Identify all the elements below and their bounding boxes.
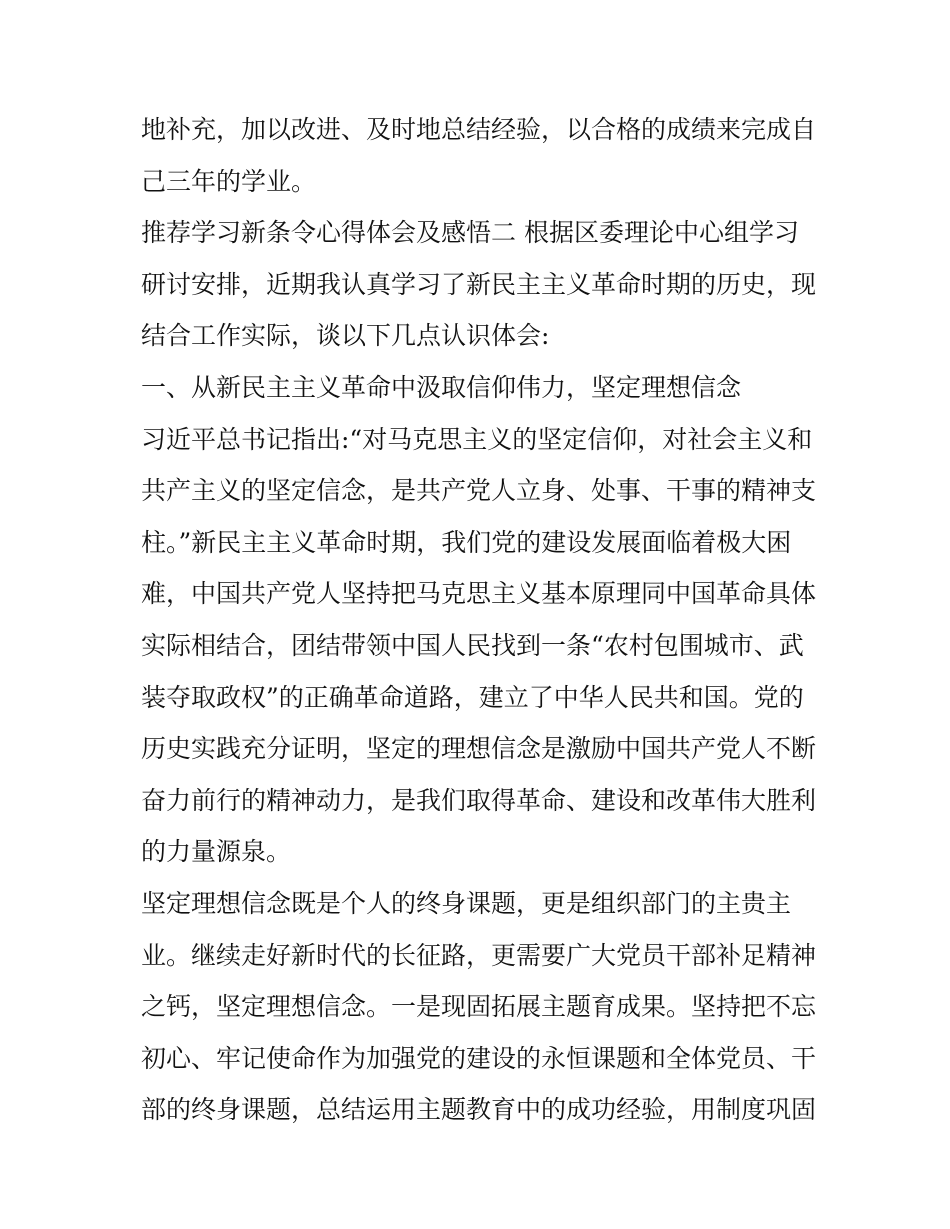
text-line: 实际相结合，团结带领中国人民找到一条“农村包围城市、武: [141, 630, 804, 660]
text-line: 装夺取政权”的正确革命道路，建立了中华人民共和国。党的: [141, 682, 804, 712]
text-line: 的力量源泉。: [141, 837, 292, 867]
text-line: 奋力前行的精神动力，是我们取得革命、建设和改革伟大胜利: [141, 785, 817, 815]
text-line: 习近平总书记指出:“对马克思主义的坚定信仰，对社会主义和: [141, 424, 813, 454]
text-line: 历史实践充分证明，坚定的理想信念是激励中国共产党人不断: [141, 734, 817, 764]
text-line: 之钙，坚定理想信念。一是现固拓展主题育成果。坚持把不忘: [141, 992, 817, 1022]
text-line: 难，中国共产党人坚持把马克思主义基本原理同中国革命具体: [141, 579, 817, 609]
text-line: 共产主义的坚定信念，是共产党人立身、处事、干事的精神支: [141, 476, 817, 506]
text-line: 结合工作实际，谈以下几点认识体会:: [141, 321, 550, 351]
document-body: [141, 104, 821, 1136]
section-heading: 一、从新民主主义革命中汲取信仰伟力，坚定理想信念: [141, 372, 742, 402]
text-line: 业。继续走好新时代的长征路，更需要广大党员干部补足精神: [141, 940, 817, 970]
text-line: 研讨安排，近期我认真学习了新民主主义革命时期的历史，现: [141, 269, 817, 299]
text-line: 初心、牢记使命作为加强党的建设的永恒课题和全体党员、干: [141, 1043, 817, 1073]
text-line: 己三年的学业。: [141, 166, 317, 196]
text-line: 部的终身课题，总结运用主题教育中的成功经验，用制度巩固: [141, 1095, 817, 1125]
text-line: 柱。”新民主主义革命时期，我们党的建设发展面临着极大困: [141, 527, 792, 557]
text-line: 坚定理想信念既是个人的终身课题，更是组织部门的主贵主: [141, 888, 792, 918]
text-line: 地补充，加以改进、及时地总结经验，以合格的成绩来完成自: [141, 115, 817, 144]
text-line: 推荐学习新条令心得体会及感悟二 根据区委理论中心组学习: [141, 218, 799, 248]
